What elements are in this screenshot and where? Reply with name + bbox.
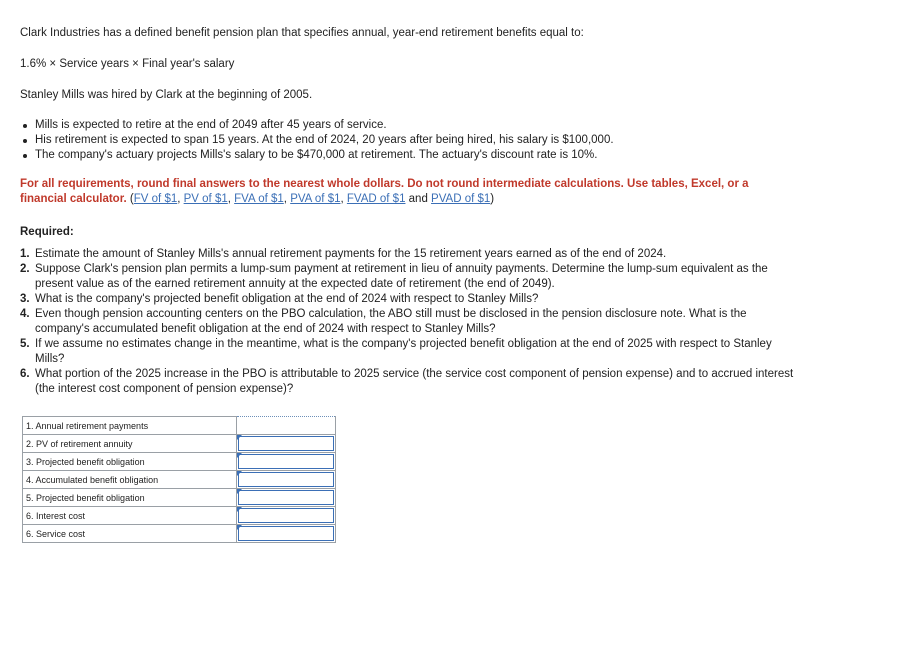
and-word: and: [405, 193, 432, 205]
answer-label: 2. PV of retirement annuity: [23, 435, 237, 453]
answer-row: [23, 471, 336, 489]
link-fva-of-1[interactable]: FVA of $1: [234, 193, 284, 205]
rounding-instructions: For all requirements, round final answers to the nearest whole dollars. Do not round intermediate calculations. Use tables, Excel, or a financial calculator.: [20, 178, 749, 205]
answer-row: [23, 489, 336, 507]
separator: ,: [283, 193, 291, 205]
answer-cell: [237, 489, 336, 507]
fact-item: The company's actuary projects Mills's salary to be $470,000 at retirement. The actuary's discount rate is 10%.: [35, 148, 900, 163]
separator: ,: [340, 193, 347, 205]
instructions: [20, 177, 780, 207]
fact-item: His retirement is expected to span 15 years. At the end of 2024, 20 years after being hired, his salary is $100,000.: [35, 133, 900, 148]
requirement-text: What is the company's projected benefit obligation at the end of 2024 with respect to Stanley Mills?: [35, 293, 539, 305]
paren-open: (: [126, 193, 134, 205]
answer-input-projected-benefit-obligation-2024[interactable]: [238, 454, 334, 469]
requirement-number: 5.: [20, 338, 30, 350]
answer-input-interest-cost[interactable]: [238, 508, 334, 523]
requirement-number: 4.: [20, 308, 30, 320]
paren-close: ): [490, 193, 495, 205]
answer-input-pv-retirement-annuity[interactable]: [238, 436, 334, 451]
requirement-text: Estimate the amount of Stanley Mills's annual retirement payments for the 15 retirement years earned as of the end of 2024.: [35, 248, 667, 260]
link-pva-of-1[interactable]: PVA of $1: [290, 193, 341, 205]
answer-row: [23, 417, 336, 435]
answer-label: 3. Projected benefit obligation: [23, 453, 237, 471]
answer-label: 4. Accumulated benefit obligation: [23, 471, 237, 489]
requirement-text: Even though pension accounting centers on the PBO calculation, the ABO still must be disclosed in the pension disclosure note. What is the company's accumulated benefit obligation at the end of 2024 with respect to Stanley Mills?: [35, 308, 747, 335]
answer-cell: [237, 471, 336, 489]
problem-content: [20, 26, 900, 543]
requirement-item: [20, 292, 795, 307]
requirement-number: 6.: [20, 368, 30, 380]
answer-label: 6. Service cost: [23, 525, 237, 543]
requirement-item: [20, 367, 795, 397]
answer-table: [22, 416, 336, 543]
answer-cell: [237, 453, 336, 471]
answer-row: [23, 435, 336, 453]
answer-label: 6. Interest cost: [23, 507, 237, 525]
answer-row: [23, 453, 336, 471]
fact-item: Mills is expected to retire at the end of 2049 after 45 years of service.: [35, 118, 900, 133]
answer-label: 1. Annual retirement payments: [23, 417, 237, 435]
answer-row: [23, 525, 336, 543]
link-pv-of-1[interactable]: PV of $1: [183, 193, 228, 205]
separator: ,: [227, 193, 235, 205]
requirement-text: Suppose Clark's pension plan permits a lump-sum payment at retirement in lieu of annuity payments. Determine the lump-sum equivalent as the present value as of the earned retirement annuity at the expected date of retirement (the end of 2049).: [35, 263, 768, 290]
required-heading: Required:: [20, 226, 74, 238]
benefit-formula: 1.6% × Service years × Final year's salary: [20, 58, 235, 70]
hire-statement: Stanley Mills was hired by Clark at the beginning of 2005.: [20, 89, 313, 101]
facts-list: [20, 118, 900, 163]
link-pvad-of-1[interactable]: PVAD of $1: [431, 193, 491, 205]
answer-input-accumulated-benefit-obligation[interactable]: [238, 472, 334, 487]
answer-row: [23, 507, 336, 525]
answer-cell: [237, 435, 336, 453]
requirement-number: 3.: [20, 293, 30, 305]
intro-text: Clark Industries has a defined benefit pension plan that specifies annual, year-end retirement benefits equal to:: [20, 27, 584, 39]
requirement-number: 1.: [20, 248, 30, 260]
answer-cell: [237, 417, 336, 435]
link-fvad-of-1[interactable]: FVAD of $1: [346, 193, 406, 205]
answer-cell: [237, 507, 336, 525]
requirement-text: If we assume no estimates change in the meantime, what is the company's projected benefit obligation at the end of 2025 with respect to Stanley Mills?: [35, 338, 772, 365]
requirement-item: [20, 337, 795, 367]
requirement-item: [20, 247, 795, 262]
answer-cell: [237, 525, 336, 543]
answer-input-service-cost[interactable]: [238, 526, 334, 541]
requirement-number: 2.: [20, 263, 30, 275]
requirements-list: [20, 247, 795, 397]
requirement-text: What portion of the 2025 increase in the PBO is attributable to 2025 service (the service cost component of pension expense) and to accrued interest (the interest cost component of pension expense)?: [35, 368, 794, 395]
answer-input-annual-retirement-payments[interactable]: [238, 418, 334, 433]
requirement-item: [20, 307, 795, 337]
requirement-item: [20, 262, 795, 292]
answer-input-projected-benefit-obligation-2025[interactable]: [238, 490, 334, 505]
answer-label: 5. Projected benefit obligation: [23, 489, 237, 507]
separator: ,: [177, 193, 184, 205]
link-fv-of-1[interactable]: FV of $1: [133, 193, 178, 205]
